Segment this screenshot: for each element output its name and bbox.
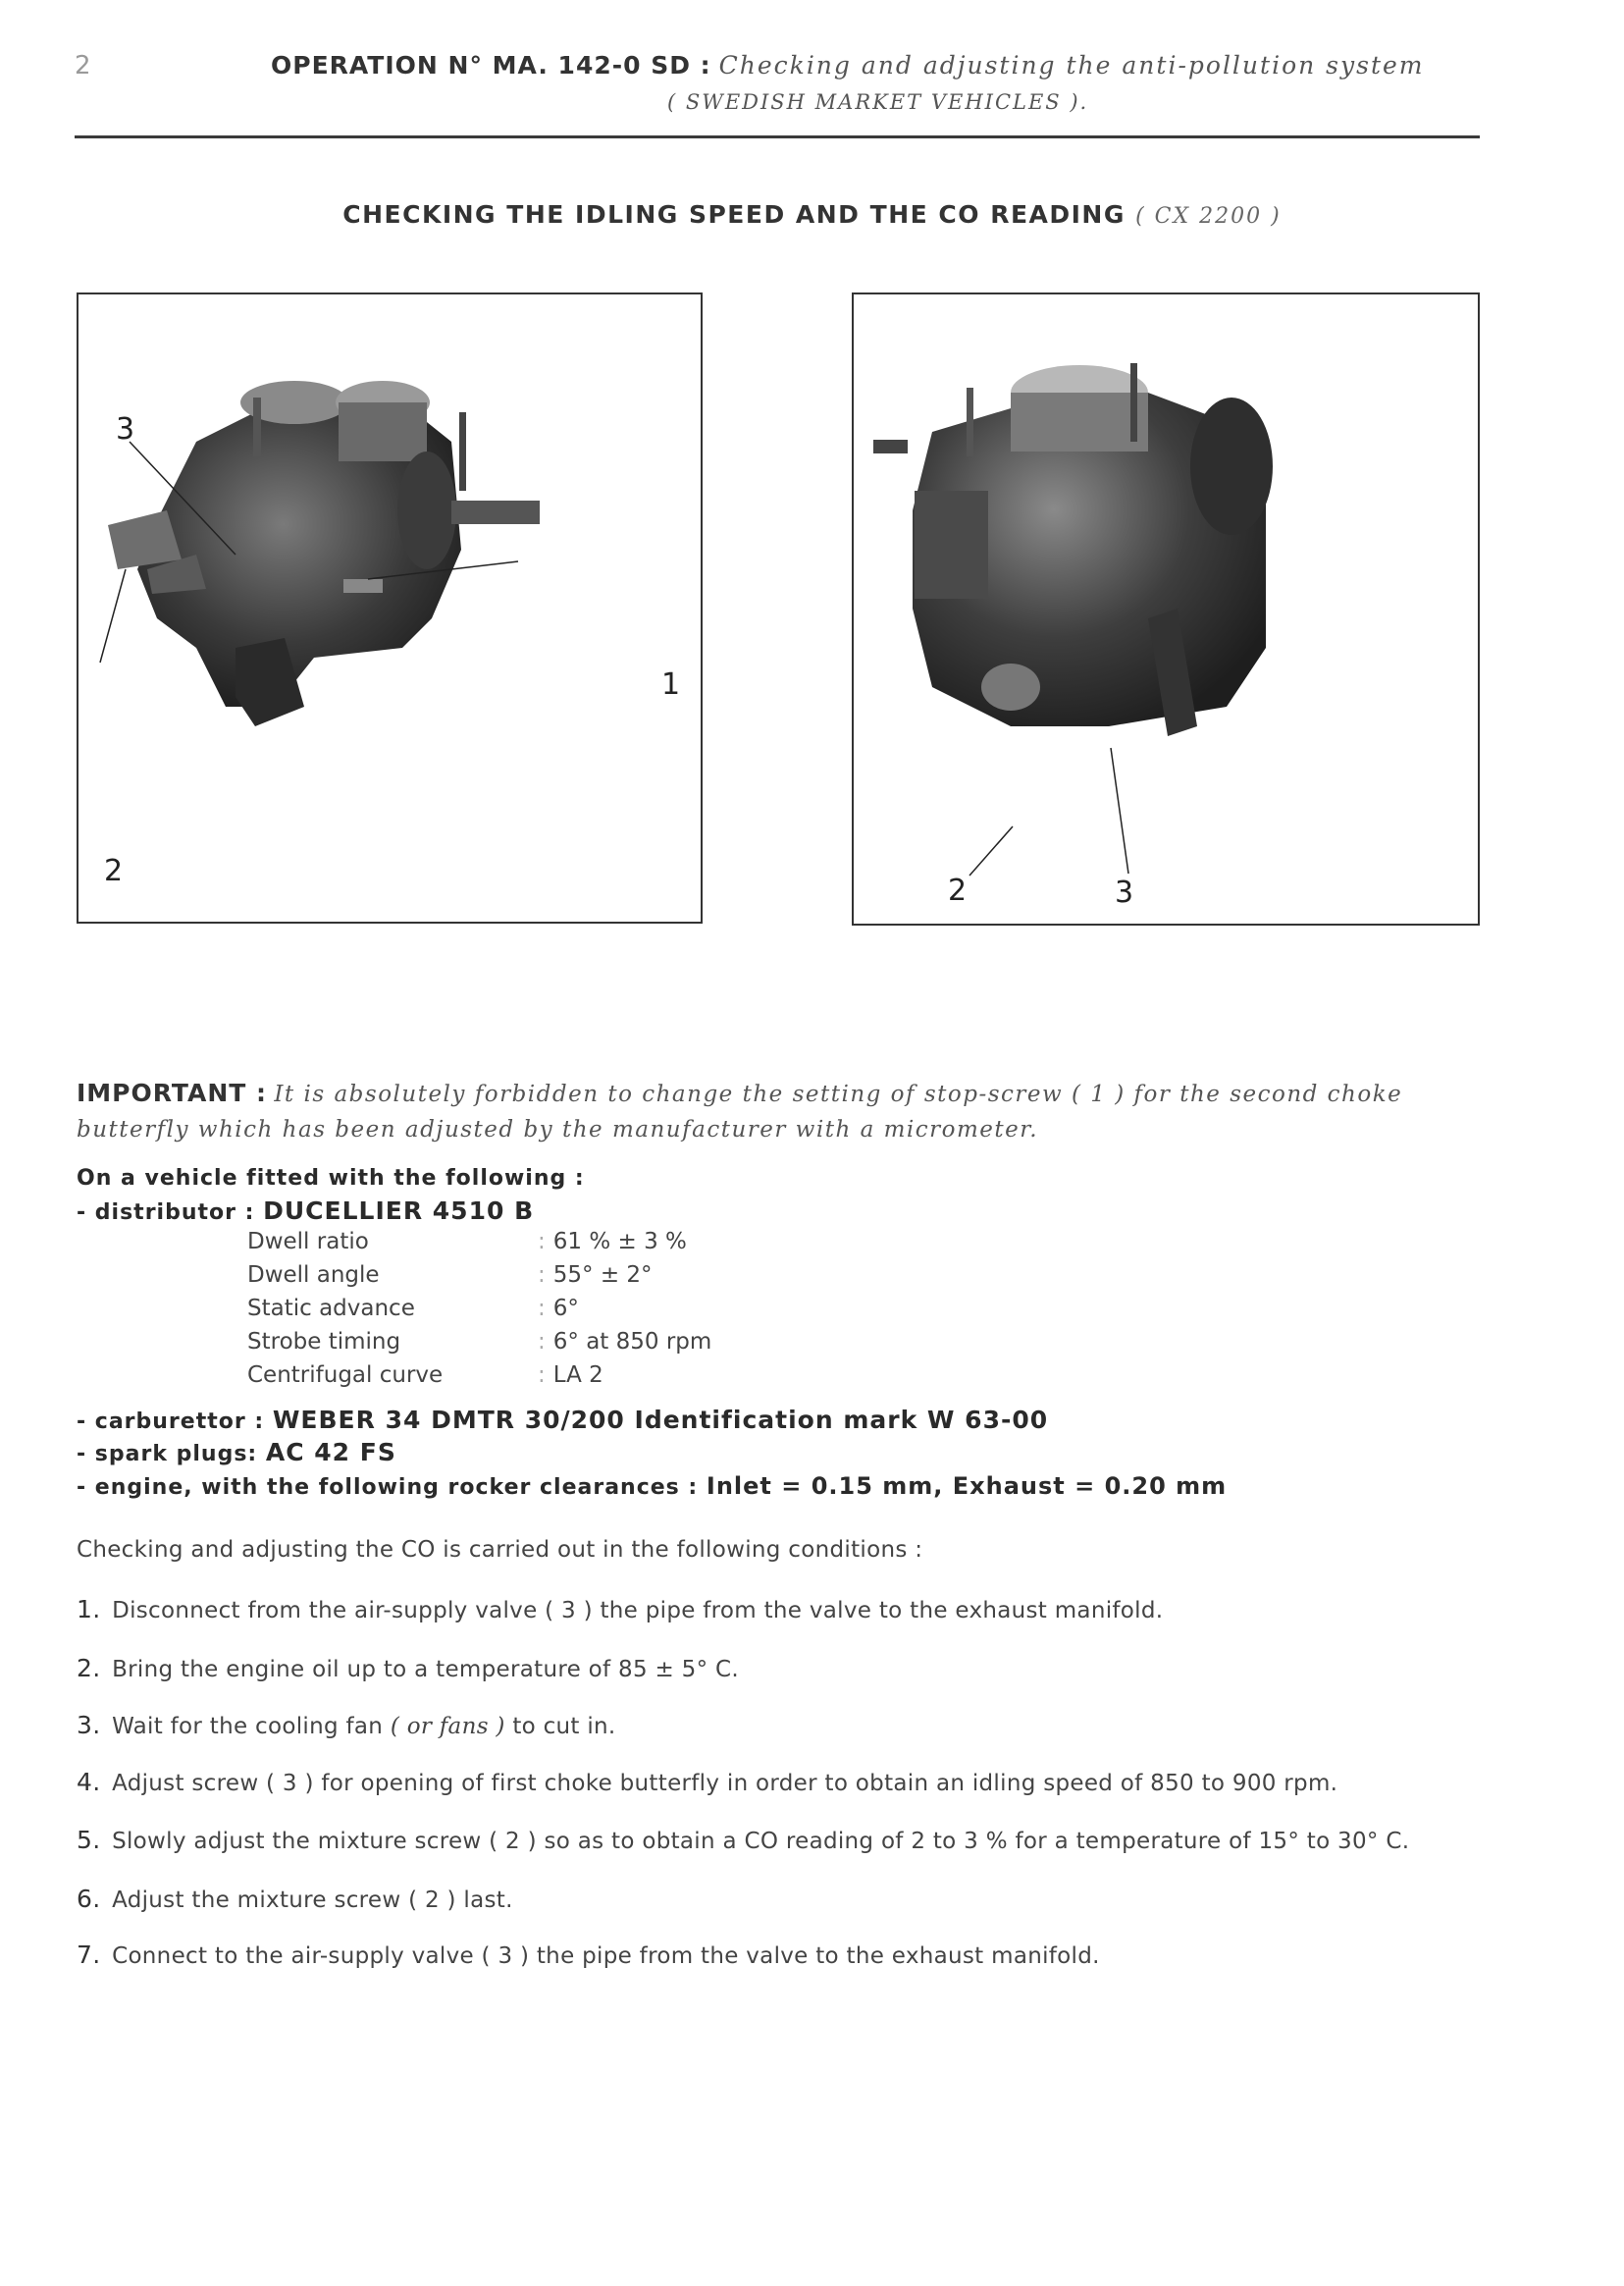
step-number: 1. [77,1595,101,1623]
carburettor-value: WEBER 34 DMTR 30/200 Identification mark W 63-00 [272,1406,1049,1434]
distributor-label: - distributor : [77,1200,255,1225]
step-text: Connect to the air-supply valve ( 3 ) the pipe from the valve to the exhaust manifold. [112,1943,1100,1969]
step-text-italic: ( or fans ) [390,1714,505,1739]
spec-row [247,1329,711,1355]
page-number: 2 [75,51,91,80]
step-number: 3. [77,1711,101,1739]
spark-plugs-line [77,1438,396,1466]
spark-plugs-label: - spark plugs: [77,1442,258,1466]
important-note [77,1076,1470,1147]
section-title-note: ( CX 2200 ) [1135,204,1282,229]
step-text: Bring the engine oil up to a temperature of 85 ± 5° C. [112,1657,739,1682]
operation-subject-market: ( SWEDISH MARKET VEHICLES ). [667,90,1089,114]
procedure-step [77,1940,1100,1969]
important-label: IMPORTANT : [77,1079,268,1107]
callout-2: 2 [948,874,968,908]
step-text: Wait for the cooling fan [112,1714,384,1739]
carburettor-photo-left [77,292,703,924]
operation-header [271,51,1425,80]
spec-label: Dwell ratio [247,1229,369,1254]
spec-label: Centrifugal curve [247,1362,444,1388]
carburettor-label: - carburettor : [77,1409,265,1434]
procedure-step [77,1768,1337,1796]
spec-separator: : [538,1229,546,1254]
header-rule [75,135,1480,138]
engine-line [77,1472,1227,1500]
spark-plugs-value: AC 42 FS [265,1438,396,1466]
callout-1: 1 [661,667,681,702]
spec-separator: : [538,1262,546,1288]
section-title-text: CHECKING THE IDLING SPEED AND THE CO READING [342,200,1126,229]
spec-label: Strobe timing [247,1329,401,1355]
spec-row [247,1362,603,1388]
spec-value: 6° [552,1296,579,1321]
spec-row [247,1262,653,1288]
procedure-intro: Checking and adjusting the CO is carried out in the following conditions : [77,1537,923,1563]
carburettor-illustration-left [79,294,701,922]
distributor-line [77,1196,534,1225]
procedure-step [77,1654,739,1682]
spec-value: 61 % ± 3 % [552,1229,687,1254]
step-text-end: to cut in. [512,1714,616,1739]
callout-3: 3 [1115,876,1134,910]
step-text: Slowly adjust the mixture screw ( 2 ) so as to obtain a CO reading of 2 to 3 % for a temperature of 15° to 30° C. [112,1829,1410,1854]
callout-2: 2 [104,854,124,888]
engine-value: Inlet = 0.15 mm, Exhaust = 0.20 mm [706,1472,1228,1500]
operation-number: OPERATION N° MA. 142-0 SD : [271,51,711,80]
carburettor-illustration-right [854,294,1478,924]
carburettor-line [77,1406,1048,1434]
spec-separator: : [538,1329,546,1355]
important-text: It is absolutely forbidden to change the setting of stop-screw ( 1 ) for the second choke butterfly which has been adjusted by the manufacturer with a micrometer. [77,1082,1403,1143]
spec-value: LA 2 [552,1362,603,1388]
spec-label: Static advance [247,1296,415,1321]
operation-subject: Checking and adjusting the anti-pollution system [718,51,1425,80]
procedure-step [77,1711,616,1739]
step-number: 7. [77,1940,101,1969]
procedure-step [77,1826,1409,1854]
spec-row [247,1229,687,1254]
specs-intro: On a vehicle fitted with the following : [77,1166,585,1191]
step-number: 4. [77,1768,101,1796]
carburettor-photo-right [852,292,1480,926]
procedure-step [77,1595,1163,1623]
procedure-step [77,1885,513,1913]
spec-separator: : [538,1296,546,1321]
step-number: 2. [77,1654,101,1682]
callout-3: 3 [116,412,135,447]
section-title [0,200,1624,229]
engine-label: - engine, with the following rocker clearances : [77,1475,699,1500]
step-number: 6. [77,1885,101,1913]
distributor-value: DUCELLIER 4510 B [263,1196,535,1225]
step-number: 5. [77,1826,101,1854]
step-text: Disconnect from the air-supply valve ( 3 ) the pipe from the valve to the exhaust manifold. [112,1598,1164,1623]
spec-row [247,1296,579,1321]
step-text: Adjust screw ( 3 ) for opening of first choke butterfly in order to obtain an idling speed of 850 to 900 rpm. [112,1771,1338,1796]
step-text: Adjust the mixture screw ( 2 ) last. [112,1887,513,1913]
spec-value: 55° ± 2° [552,1262,653,1288]
spec-value: 6° at 850 rpm [552,1329,712,1355]
spec-separator: : [538,1362,546,1388]
spec-label: Dwell angle [247,1262,380,1288]
